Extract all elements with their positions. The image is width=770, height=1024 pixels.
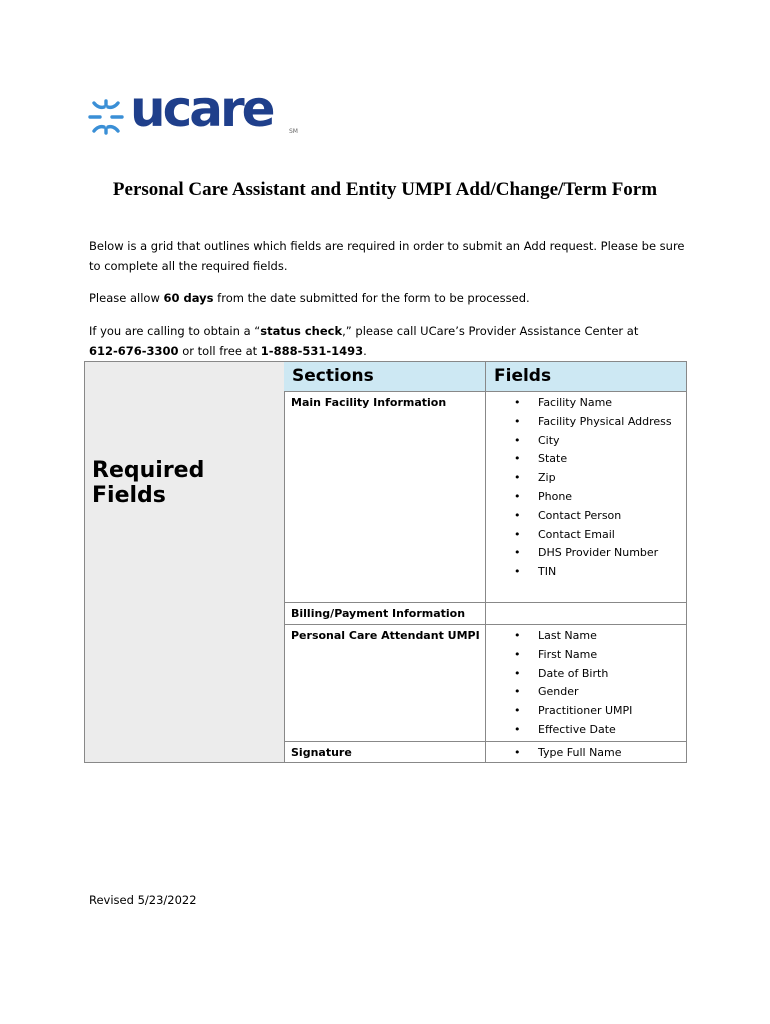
field-list [486, 627, 686, 740]
field-item: • DHS Provider Number [486, 544, 686, 563]
status-text-end: . [363, 344, 367, 358]
allow-text-before: Please allow [89, 291, 164, 305]
field-list [486, 394, 686, 582]
allow-text-after: from the date submitted for the form to be processed. [213, 291, 530, 305]
required-fields-cell [85, 362, 285, 762]
field-list [486, 744, 686, 763]
field-item: • Practitioner UMPI [486, 702, 686, 721]
required-fields-grid [84, 361, 687, 763]
fields-header: Fields [486, 362, 686, 392]
status-text-before: If you are calling to obtain a “ [89, 324, 261, 338]
section-main-facility: Main Facility Information [284, 392, 486, 603]
section-billing-payment: Billing/Payment Information [284, 603, 486, 625]
field-item: • Gender [486, 683, 686, 702]
section-pca-umpi: Personal Care Attendant UMPI [284, 625, 486, 742]
status-check-paragraph [89, 321, 689, 361]
field-item: • Facility Name [486, 394, 686, 413]
form-title: Personal Care Assistant and Entity UMPI Add/Change/Term Form [112, 179, 658, 200]
processing-time-paragraph [89, 288, 689, 308]
status-check-term: status check [260, 324, 343, 338]
required-fields-label: Required Fields [92, 458, 205, 508]
ucare-snowflake-icon [88, 97, 124, 137]
phone-toll-free: 1-888-531-1493 [260, 344, 364, 358]
field-item: • Phone [486, 488, 686, 507]
field-item: • State [486, 450, 686, 469]
status-text-mid: ,” please call UCare’s Provider Assistance Center at [342, 324, 639, 338]
field-item: • City [486, 432, 686, 451]
field-item: • First Name [486, 646, 686, 665]
service-mark: SM [289, 128, 298, 135]
field-item: • Type Full Name [486, 744, 686, 763]
fields-pca-umpi [486, 625, 686, 742]
field-item: • TIN [486, 563, 686, 582]
field-item: • Contact Email [486, 526, 686, 545]
status-text-or: or toll free at [178, 344, 261, 358]
field-item: • Facility Physical Address [486, 413, 686, 432]
field-item: • Contact Person [486, 507, 686, 526]
field-item: • Date of Birth [486, 665, 686, 684]
ucare-logo [88, 80, 303, 140]
field-item: • Effective Date [486, 721, 686, 740]
revision-date: Revised 5/23/2022 [89, 893, 197, 907]
fields-billing-payment [486, 603, 686, 625]
phone-local: 612-676-3300 [89, 344, 179, 358]
sections-header: Sections [284, 362, 486, 392]
field-item: • Zip [486, 469, 686, 488]
fields-signature [486, 742, 686, 762]
field-item: • Last Name [486, 627, 686, 646]
processing-days: 60 days [163, 291, 214, 305]
intro-paragraph: Below is a grid that outlines which fields are required in order to submit an Add request. Please be sure to complete all the required fields. [89, 239, 685, 273]
fields-main-facility [486, 392, 686, 603]
section-signature: Signature [284, 742, 486, 762]
ucare-wordmark: ucare [130, 80, 273, 138]
